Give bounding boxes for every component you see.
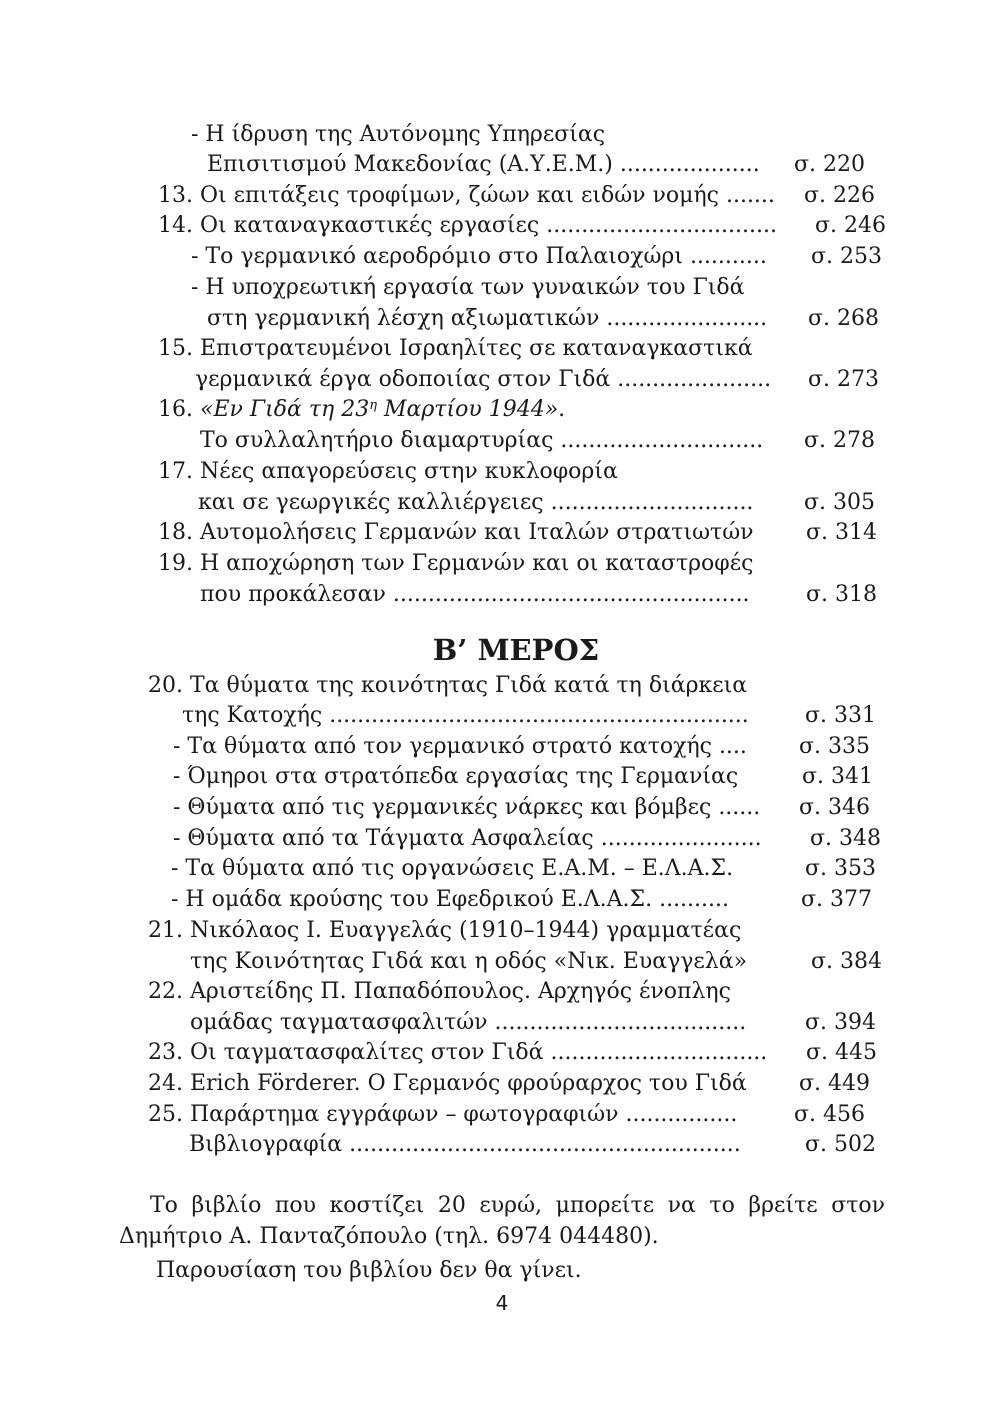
toc-entry <box>0 210 1004 241</box>
toc-entry <box>0 1037 1004 1068</box>
toc-entry-text: 18. Αυτομολήσεις Γερμανών και Ιταλών στρατιωτών <box>158 520 754 545</box>
toc-entry-page: σ. 314 <box>806 520 877 545</box>
toc-entry-page: σ. 346 <box>799 795 870 820</box>
toc-entry-page: σ. 220 <box>794 152 865 177</box>
toc-entry-text: που προκάλεσαν ................................................... <box>200 582 750 607</box>
toc-entry-page: σ. 449 <box>799 1071 870 1096</box>
toc-entry-text: 16. «Εν Γιδά τη $23^\eta$ Μαρτίου 1944». <box>158 397 566 422</box>
toc-entry-text: - Τα θύματα από τις οργανώσεις Ε.Α.Μ. – Ε.Λ.Α.Σ. <box>171 856 734 881</box>
toc-entry <box>0 364 1004 395</box>
toc-entry <box>0 394 1004 425</box>
toc-entry <box>0 1129 1004 1160</box>
toc-entry <box>0 579 1004 610</box>
toc-entry-text: 19. Η αποχώρηση των Γερμανών και οι καταστροφές <box>158 551 754 576</box>
toc-entry-page: σ. 318 <box>806 582 877 607</box>
toc-entry-text: και σε γεωργικές καλλιέργειες ............................. <box>198 490 754 515</box>
toc-entry-text: 22. Αριστείδης Π. Παπαδόπουλος. Αρχηγός ένοπλης <box>148 979 731 1004</box>
toc-entry-page: σ. 268 <box>808 306 879 331</box>
toc-entry-text: - Η ομάδα κρούσης του Εφεδρικού Ε.Λ.Α.Σ. .......... <box>171 887 730 912</box>
toc-entry-page: σ. 445 <box>806 1040 877 1065</box>
toc-entry <box>0 456 1004 487</box>
toc-entry-text: 24. Erich Förderer. Ο Γερμανός φρούραρχος του Γιδά <box>148 1071 747 1096</box>
toc-entry-page: σ. 278 <box>804 428 875 453</box>
toc-entry <box>0 1068 1004 1099</box>
toc-entry-text: - Η υποχρεωτική εργασία των γυναικών του Γιδά <box>191 275 745 300</box>
toc-entry <box>0 1099 1004 1130</box>
toc-entry <box>0 333 1004 364</box>
toc-entry <box>0 946 1004 977</box>
toc-entry-text: στη γερμανική λέσχη αξιωματικών ....................... <box>207 306 768 331</box>
toc-entry-text: - Η ίδρυση της Αυτόνομης Υπηρεσίας <box>191 122 606 147</box>
toc-entry <box>0 853 1004 884</box>
toc-entry-text: 25. Παράρτημα εγγράφων – φωτογραφιών ................ <box>148 1102 738 1127</box>
toc-entry-text: 21. Νικόλαος Ι. Ευαγγελάς (1910–1944) γραμματέας <box>148 918 742 943</box>
toc-entry <box>0 180 1004 211</box>
toc-entry <box>0 1007 1004 1038</box>
note-line: Το βιβλίο που κοστίζει 20 ευρώ, μπορείτε να το βρείτε στον <box>150 1193 885 1218</box>
toc-entry-text: της Κατοχής ............................................................ <box>182 703 749 728</box>
toc-entry-page: σ. 348 <box>810 826 881 851</box>
toc-entry-text: 15. Επιστρατευμένοι Ισραηλίτες σε καταναγκαστικά <box>158 336 753 361</box>
toc-entry-text: 14. Οι καταναγκαστικές εργασίες ................................. <box>158 213 777 238</box>
toc-entry-text: Βιβλιογραφία ........................................................ <box>189 1132 741 1157</box>
toc-entry <box>0 303 1004 334</box>
toc-entry-page: σ. 502 <box>805 1132 876 1157</box>
toc-entry <box>0 823 1004 854</box>
toc-entry-text: 20. Τα θύματα της κοινότητας Γιδά κατά τη διάρκεια <box>148 673 748 698</box>
toc-entry <box>0 517 1004 548</box>
toc-entry-page: σ. 353 <box>805 856 876 881</box>
toc-entry-page: σ. 335 <box>799 734 870 759</box>
toc-entry <box>0 761 1004 792</box>
toc-entry <box>0 915 1004 946</box>
toc-entry <box>0 700 1004 731</box>
toc-entry <box>0 670 1004 701</box>
toc-entry-text: της Κοινότητας Γιδά και η οδός «Νικ. Ευαγγελά» <box>190 949 748 974</box>
toc-entry-text: - Θύματα από τα Τάγματα Ασφαλείας ....................... <box>173 826 762 851</box>
toc-entry-page: σ. 273 <box>808 367 879 392</box>
toc-entry-page: σ. 305 <box>804 490 875 515</box>
toc-entry <box>0 548 1004 579</box>
part-b-heading: Β’ ΜΕΡΟΣ <box>432 633 600 667</box>
toc-entry-page: σ. 246 <box>815 213 886 238</box>
toc-entry-text: Επισιτισμού Μακεδονίας (Α.Υ.Ε.Μ.) .................... <box>207 152 760 177</box>
toc-entry-text: - Θύματα από τις γερμανικές νάρκες και βόμβες ...... <box>173 795 761 820</box>
toc-entry-page: σ. 384 <box>811 949 882 974</box>
toc-entry-page: σ. 331 <box>805 703 876 728</box>
note-line: Παρουσίαση του βιβλίου δεν θα γίνει. <box>156 1258 582 1283</box>
toc-entry-text: 23. Οι ταγματασφαλίτες στον Γιδά ............................... <box>148 1040 768 1065</box>
note-line: Δημήτριο Α. Πανταζόπουλο (τηλ. 6974 044480). <box>119 1224 659 1249</box>
toc-entry-text: - Όμηροι στα στρατόπεδα εργασίας της Γερμανίας <box>173 764 739 789</box>
toc-entry-text: - Τα θύματα από τον γερμανικό στρατό κατοχής .... <box>173 734 747 759</box>
toc-entry-text: Το συλλαλητήριο διαμαρτυρίας ............................. <box>200 428 764 453</box>
toc-entry-page: σ. 377 <box>801 887 872 912</box>
toc-entry <box>0 425 1004 456</box>
page-number: 4 <box>495 1291 509 1315</box>
toc-entry-text: 17. Νέες απαγορεύσεις στην κυκλοφορία <box>158 459 618 484</box>
toc-entry-text: ομάδας ταγματασφαλιτών .................................... <box>190 1010 747 1035</box>
toc-entry-page: σ. 341 <box>802 764 873 789</box>
toc-entry <box>0 792 1004 823</box>
toc-entry-page: σ. 394 <box>805 1010 876 1035</box>
toc-entry-text: γερμανικά έργα οδοποιίας στον Γιδά ...................... <box>195 367 772 392</box>
toc-entry <box>0 149 1004 180</box>
toc-entry-text: - Το γερμανικό αεροδρόμιο στο Παλαιοχώρι ........... <box>191 244 767 269</box>
toc-entry <box>0 241 1004 272</box>
toc-entry-page: σ. 253 <box>811 244 882 269</box>
toc-entry-page: σ. 456 <box>794 1102 865 1127</box>
toc-entry <box>0 119 1004 150</box>
toc-entry-text: 13. Οι επιτάξεις τροφίμων, ζώων και ειδών νομής ....... <box>158 183 775 208</box>
toc-entry <box>0 976 1004 1007</box>
toc-entry <box>0 487 1004 518</box>
toc-entry <box>0 884 1004 915</box>
toc-entry <box>0 272 1004 303</box>
toc-entry <box>0 731 1004 762</box>
toc-entry-page: σ. 226 <box>804 183 875 208</box>
